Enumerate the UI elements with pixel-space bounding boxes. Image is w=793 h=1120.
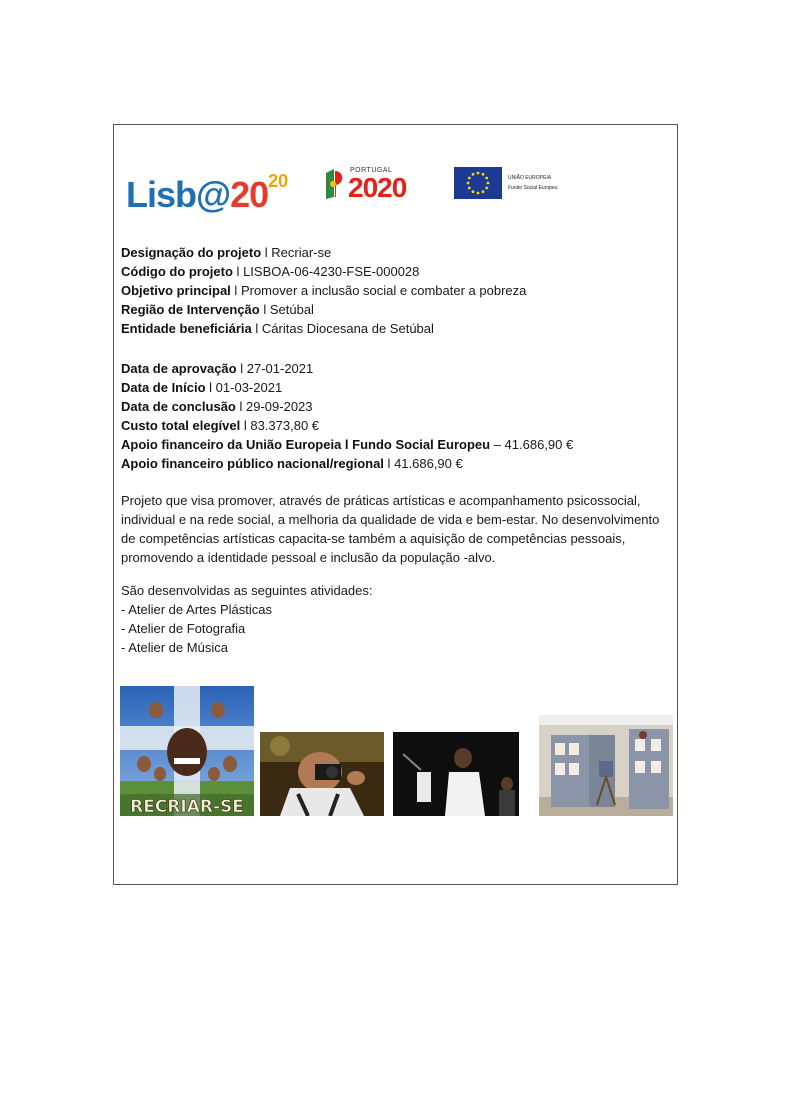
activities-intro: São desenvolvidas as seguintes atividades: [121,583,373,598]
lisboa-logo-num: 20 [230,174,269,215]
national-support-row: Apoio financeiro público nacional/regional l 41.686,90 € [121,456,463,471]
portugal2020-logo [324,165,434,201]
activity-item: - Atelier de Artes Plásticas [121,602,273,617]
photo-recriar-se [120,686,254,816]
photo-artes-plasticas [539,715,673,816]
eu-support-row: Apoio financeiro da União Europeia l Fundo Social Europeu – 41.686,90 € [121,437,574,452]
field-row: Designação do projeto l Recriar-se [121,245,332,260]
field-row: Data de Início l 01-03-2021 [121,380,283,395]
lisboa2020-logo [126,161,289,215]
activity-item: - Atelier de Fotografia [121,621,246,636]
project-description: Projeto que visa promover, através de práticas artísticas e acompanhamento psicossocial, individual e na rede social, a melhoria da qualidade de vida e bem-estar. No desenvolvimento de competências artísticas capacita-se também a aquisição de competências pessoais, promovendo a identidade pessoal e inclusão da população -alvo. [121,493,660,565]
field-row: Data de aprovação l 27-01-2021 [121,361,314,376]
activity-item: - Atelier de Música [121,640,228,655]
portugal-emblem-icon [324,167,346,201]
field-row: Entidade beneficiária l Cáritas Diocesana de Setúbal [121,321,434,336]
photo-caption: RECRIAR-SE [130,797,244,816]
field-row: Data de conclusão l 29-09-2023 [121,399,313,414]
activities-block [121,581,373,657]
lisboa-logo-prefix: Lisb@ [126,174,231,215]
photo-fotografia [260,732,384,816]
document-frame [113,124,678,885]
eu-logo [454,167,574,201]
eu-logo-line1: UNIÃO EUROPEIA [508,175,552,181]
project-info-block [121,243,526,338]
financial-info-block [121,359,573,473]
portugal-logo-small: PORTUGAL [350,167,393,174]
field-row: Objetivo principal l Promover a inclusão social e combater a pobreza [121,283,527,298]
field-row: Região de Intervenção l Setúbal [121,302,314,317]
photo-musica [393,732,519,816]
field-row: Código do projeto l LISBOA-06-4230-FSE-000028 [121,264,420,279]
lisboa-logo-sup: 20 [268,171,289,191]
description-block [121,491,666,567]
eu-flag-icon [454,167,502,199]
eu-logo-line2: Fundo Social Europeu [508,185,558,191]
portugal-logo-big: 2020 [348,172,407,203]
field-row: Custo total elegível l 83.373,80 € [121,418,320,433]
